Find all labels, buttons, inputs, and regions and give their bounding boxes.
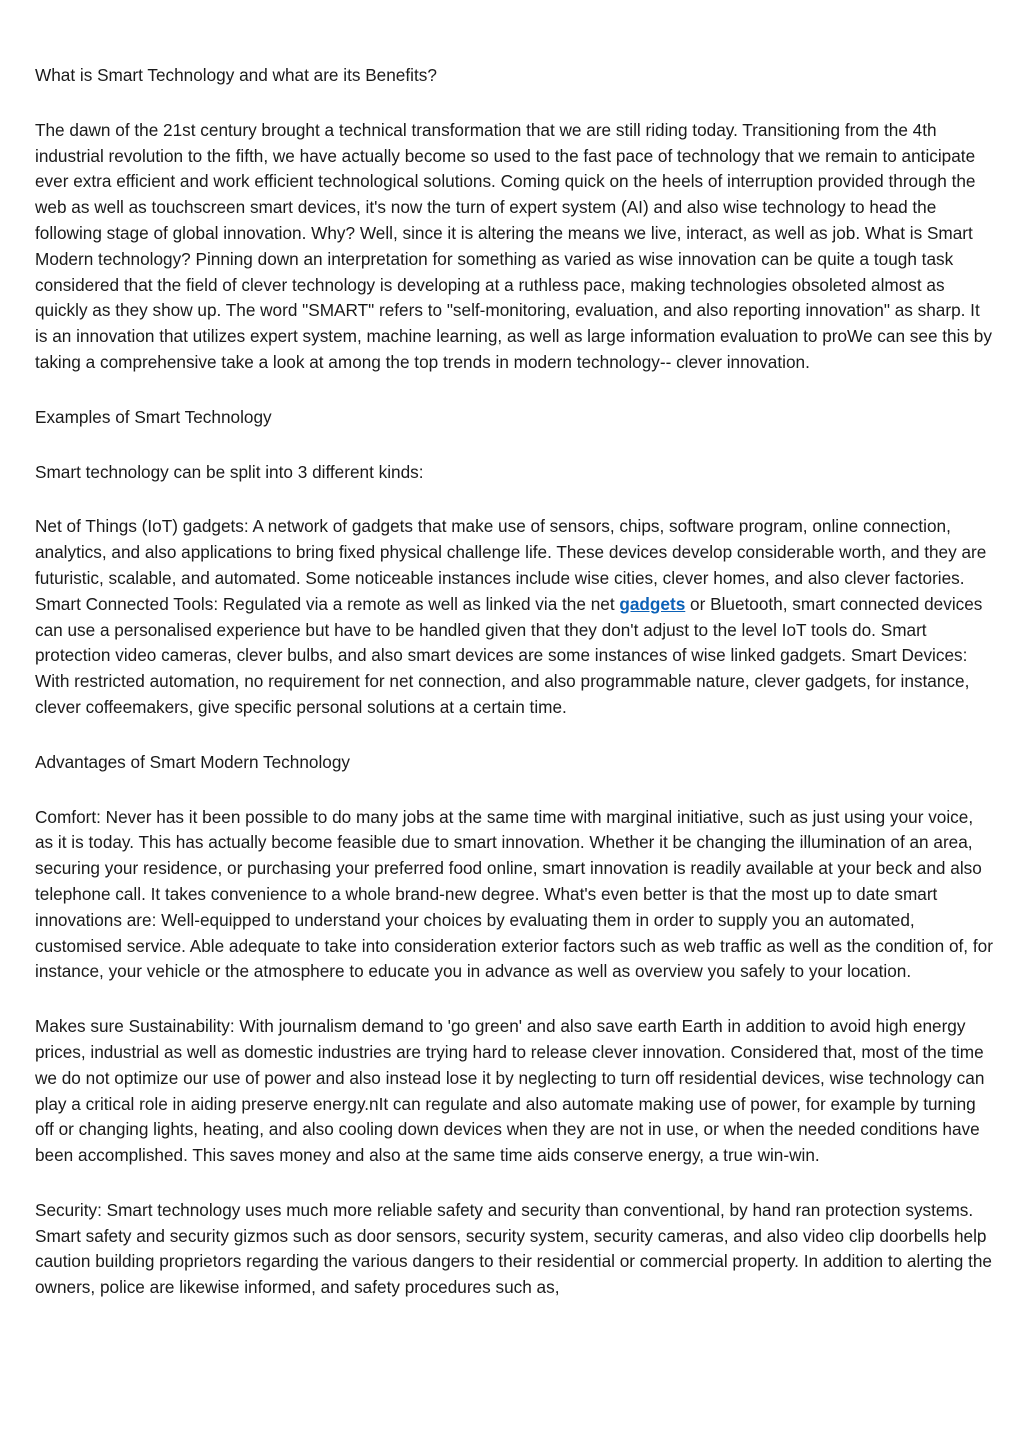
kinds-paragraph bbox=[35, 514, 994, 720]
examples-heading: Examples of Smart Technology bbox=[35, 406, 272, 427]
gadgets-link[interactable]: gadgets bbox=[619, 593, 686, 614]
security-paragraph: Security: Smart technology uses much more reliable safety and security than conventional, by hand ran protection systems. Smart safety and security gizmos such as door sensors, security system, security cameras, and also video clip doorbells help caution building proprietors regarding the various dangers to their residential or commercial property. In addition to alerting the owners, police are likewise informed, and safety procedures such as, bbox=[35, 1199, 992, 1298]
intro-paragraph: The dawn of the 21st century brought a technical transformation that we are still riding today. Transitioning from the 4th industrial revolution to the fifth, we have actually become so used to the fast pace of technology that we remain to anticipate ever extra efficient and work efficient technological solutions. Coming quick on the heels of interruption provided through the web as well as touchscreen smart devices, it's now the turn of expert system (AI) and also wise technology to head the following stage of global innovation. Why? Well, since it is altering the means we live, interact, as well as job. What is Smart Modern technology? Pinning down an interpretation for something as varied as wise innovation can be quite a tough task considered that the field of clever technology is developing at a ruthless pace, making technologies obsoleted almost as quickly as they show up. The word "SMART" refers to "self-monitoring, evaluation, and also reporting innovation" as sharp. It is an innovation that utilizes expert system, machine learning, as well as large information evaluation to proWe can see this by taking a comprehensive take a look at among the top trends in modern technology-- clever innovation. bbox=[35, 119, 992, 372]
advantages-heading: Advantages of Smart Modern Technology bbox=[35, 751, 350, 772]
kinds-text-before-link: Net of Things (IoT) gadgets: A network of gadgets that make use of sensors, chips, software program, online connection, analytics, and also applications to bring fixed physical challenge life. These devices develop considerable worth, and they are futuristic, scalable, and automated. Some noticeable instances include wise cities, clever homes, and also clever factories. Smart Connected Tools: Regulated via a remote as well as linked via the net bbox=[35, 516, 987, 614]
document-title: What is Smart Technology and what are its Benefits? bbox=[35, 65, 437, 85]
sustainability-paragraph: Makes sure Sustainability: With journalism demand to 'go green' and also save earth Earth in addition to avoid high energy prices, industrial as well as domestic industries are trying hard to release clever innovation. Considered that, most of the time we do not optimize our use of power and also instead lose it by neglecting to turn off residential devices, wise technology can play a critical role in aiding preserve energy.nIt can regulate and also automate making use of power, for example by turning off or changing lights, heating, and also cooling down devices when they are not in use, or when the needed conditions have been accomplished. This saves money and also at the same time aids conserve energy, a true win-win. bbox=[35, 1016, 985, 1166]
comfort-paragraph: Comfort: Never has it been possible to do many jobs at the same time with marginal initiative, such as just using your voice, as it is today. This has actually become feasible due to smart innovation. Whether it be changing the illumination of an area, securing your residence, or purchasing your preferred food online, smart innovation is readily available at your beck and also telephone call. It takes convenience to a whole brand-new degree. What's even better is that the most up to date smart innovations are: Well-equipped to understand your choices by evaluating them in order to supply you an automated, customised service. Able adequate to take into consideration exterior factors such as web traffic as well as the condition of, for instance, your vehicle or the atmosphere to educate you in advance as well as overview you safely to your location. bbox=[35, 806, 993, 982]
kinds-intro-paragraph: Smart technology can be split into 3 different kinds: bbox=[35, 461, 424, 482]
kinds-text-after-link: or Bluetooth, smart connected devices can use a personalised experience but have to be handled given that they don't adjust to the level IoT tools do. Smart protection video cameras, clever bulbs, and also smart devices are some instances of wise linked gadgets. Smart Devices: With restricted automation, no requirement for net connection, and also programmable nature, clever gadgets, for instance, clever coffeemakers, give specific personal solutions at a certain time. bbox=[35, 593, 983, 717]
